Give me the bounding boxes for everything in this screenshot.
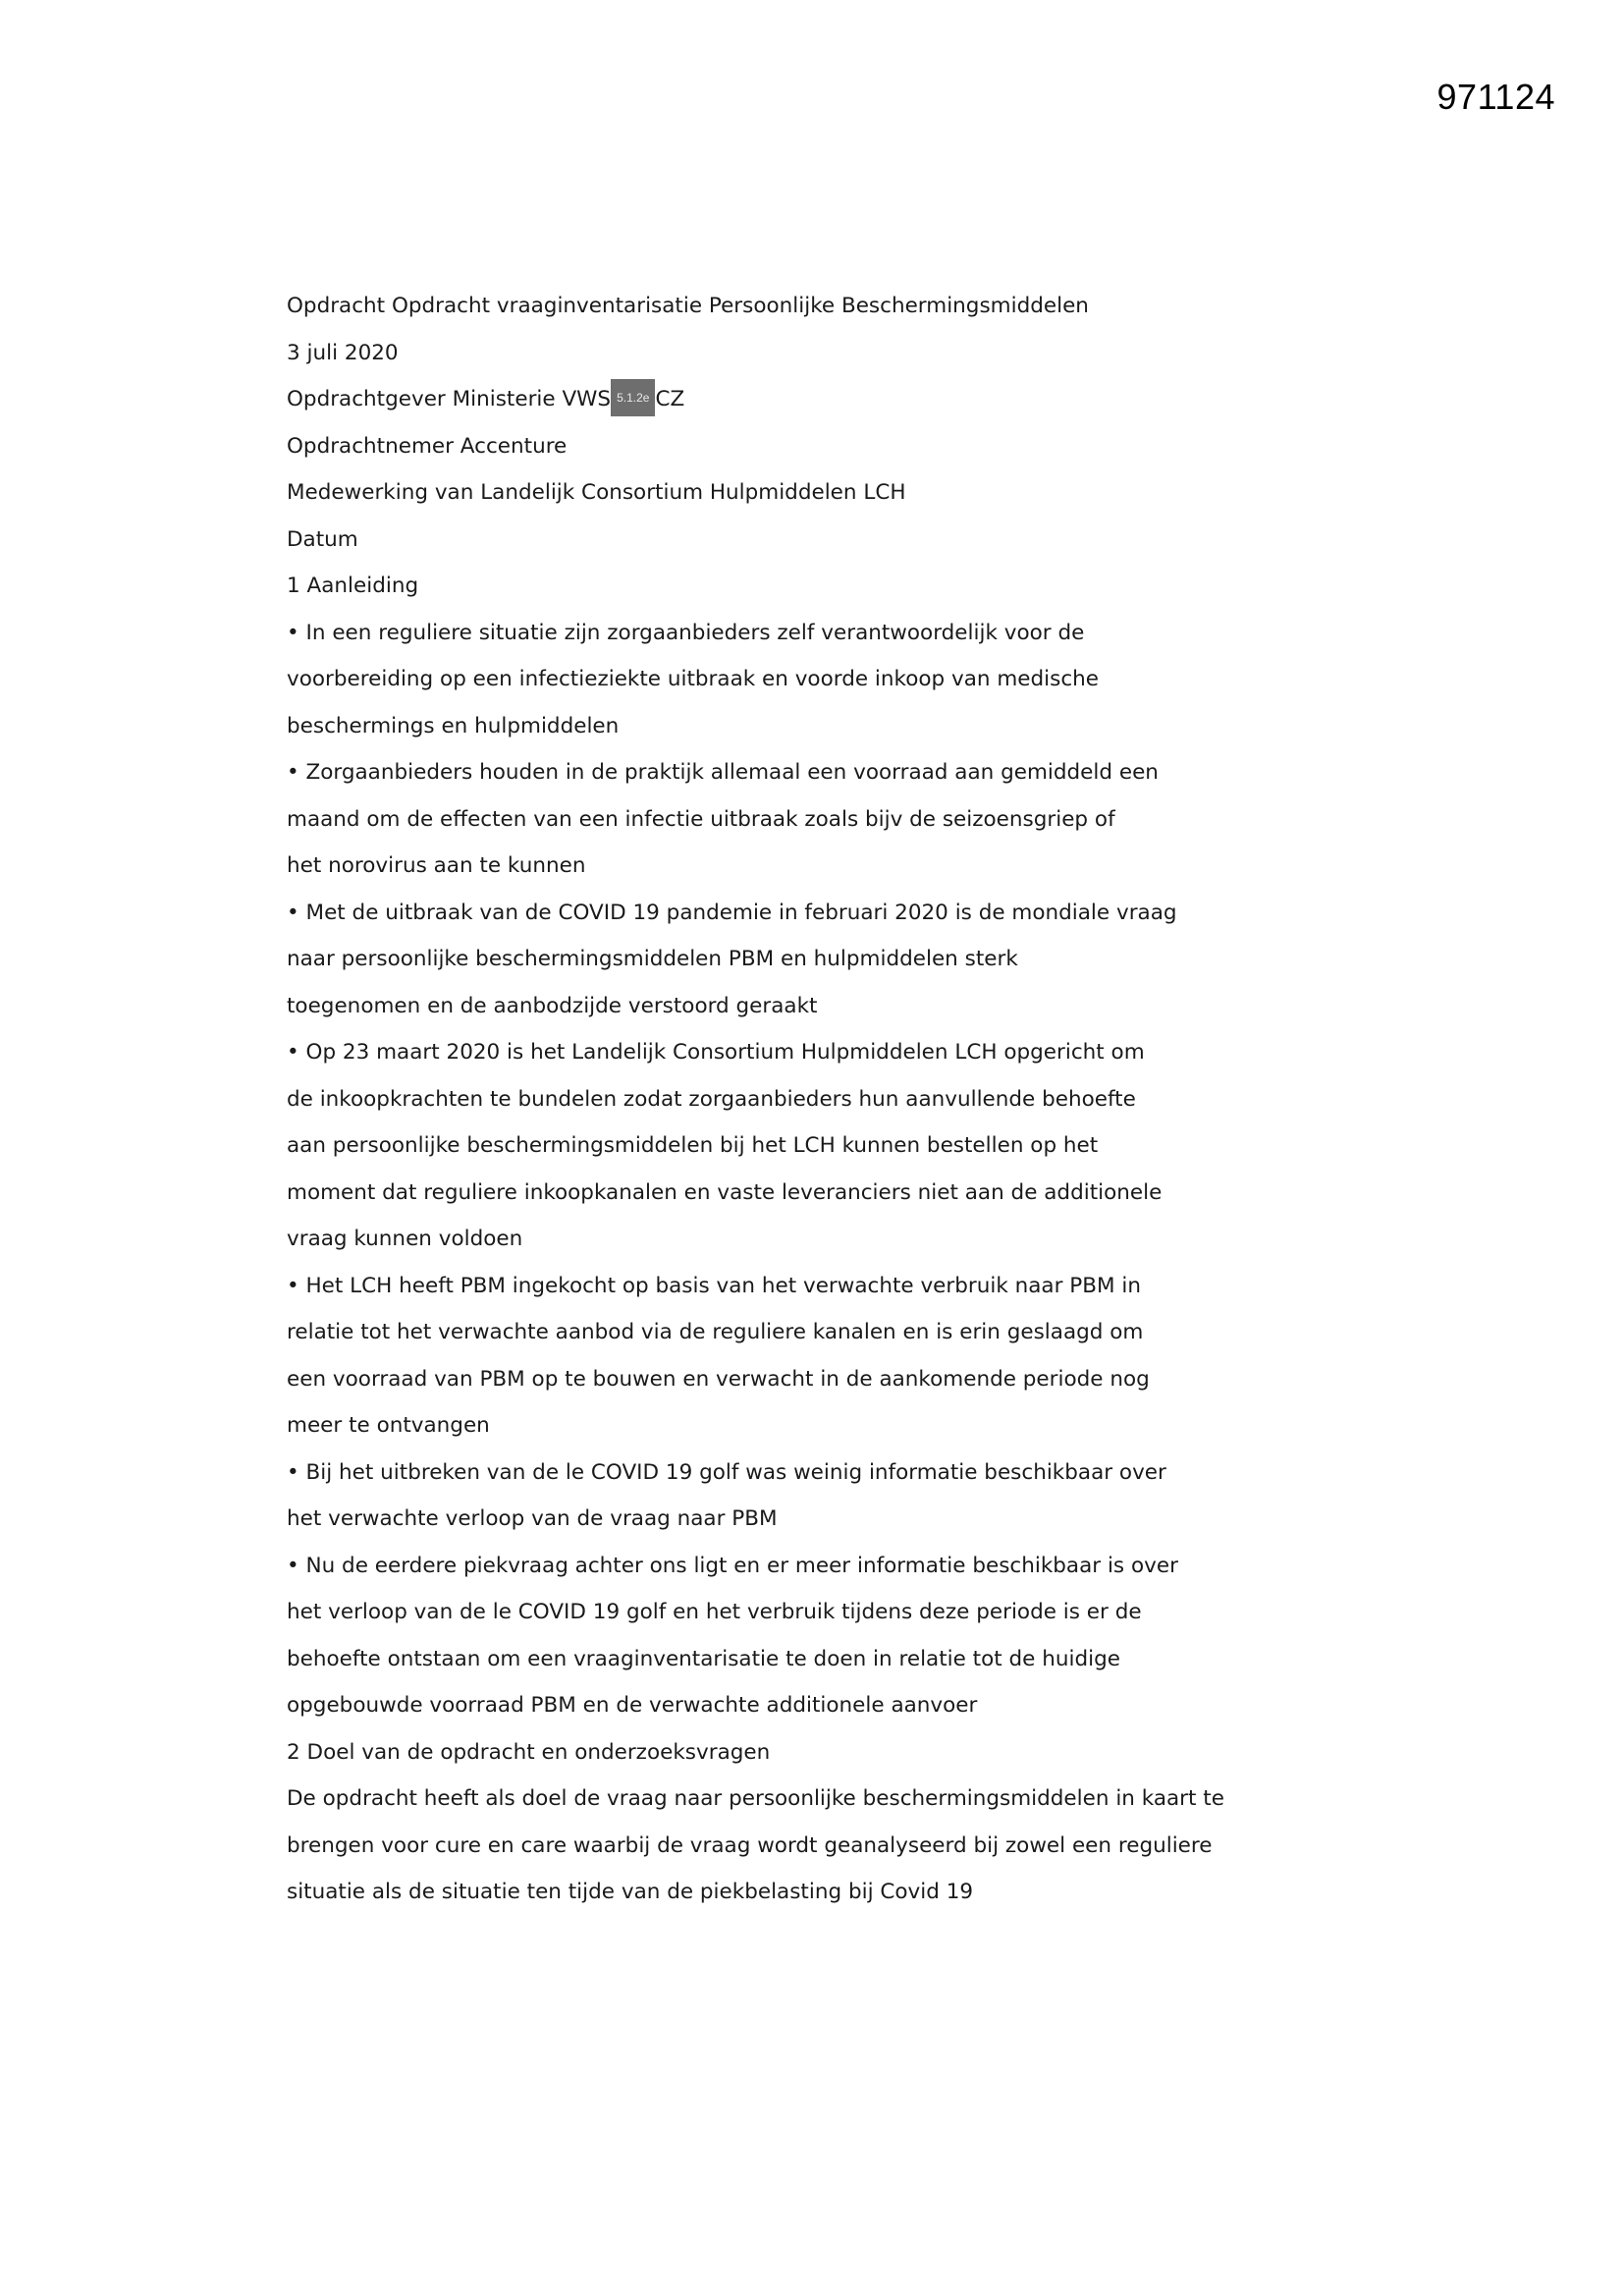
text-line: 2 Doel van de opdracht en onderzoeksvragen bbox=[287, 1739, 771, 1765]
text-line: • Op 23 maart 2020 is het Landelijk Consortium Hulpmiddelen LCH opgericht om bbox=[287, 1040, 1145, 1065]
text-line: situatie als de situatie ten tijde van de piekbelasting bij Covid 19 bbox=[287, 1880, 974, 1904]
text-line: meer te ontvangen bbox=[287, 1413, 490, 1438]
text-line: • Met de uitbraak van de COVID 19 pandemie in februari 2020 is de mondiale vraag bbox=[287, 900, 1177, 925]
text-line: De opdracht heeft als doel de vraag naar persoonlijke beschermingsmiddelen in kaart te bbox=[287, 1786, 1224, 1811]
client-suffix: CZ bbox=[655, 387, 685, 411]
text-line: • Zorgaanbieders houden in de praktijk allemaal een voorraad aan gemiddeld een bbox=[287, 760, 1159, 785]
text-line: 1 Aanleiding bbox=[287, 574, 419, 598]
text-line: behoefte ontstaan om een vraaginventarisatie te doen in relatie tot de huidige bbox=[287, 1646, 1120, 1671]
document-body bbox=[287, 283, 1269, 1916]
document-number: 971124 bbox=[1436, 77, 1555, 117]
document-date: 3 juli 2020 bbox=[287, 340, 399, 365]
redaction-mark: 5.1.2e bbox=[611, 379, 655, 416]
text-line: een voorraad van PBM op te bouwen en verwacht in de aankomende periode nog bbox=[287, 1366, 1150, 1392]
text-line: opgebouwde voorraad PBM en de verwachte additionele aanvoer bbox=[287, 1693, 978, 1718]
text-line: toegenomen en de aanbodzijde verstoord geraakt bbox=[287, 993, 818, 1018]
client-line bbox=[287, 376, 1269, 423]
datum-label: Datum bbox=[287, 526, 358, 552]
text-line: beschermings en hulpmiddelen bbox=[287, 713, 620, 738]
text-line: het norovirus aan te kunnen bbox=[287, 853, 586, 878]
text-line: • Nu de eerdere piekvraag achter ons ligt en er meer informatie beschikbaar is over bbox=[287, 1553, 1178, 1578]
document-title: Opdracht Opdracht vraaginventarisatie Persoonlijke Beschermingsmiddelen bbox=[287, 294, 1089, 318]
text-line: • Het LCH heeft PBM ingekocht op basis van het verwachte verbruik naar PBM in bbox=[287, 1273, 1141, 1298]
cooperation-line: Medewerking van Landelijk Consortium Hulpmiddelen LCH bbox=[287, 480, 906, 505]
contractor-line: Opdrachtnemer Accenture bbox=[287, 433, 568, 459]
text-line: voorbereiding op een infectieziekte uitbraak en voorde inkoop van medische bbox=[287, 667, 1100, 691]
text-line: het verloop van de le COVID 19 golf en het verbruik tijdens deze periode is er de bbox=[287, 1600, 1142, 1624]
text-line: de inkoopkrachten te bundelen zodat zorgaanbieders hun aanvullende behoefte bbox=[287, 1086, 1136, 1112]
text-line: relatie tot het verwachte aanbod via de reguliere kanalen en is erin geslaagd om bbox=[287, 1320, 1144, 1344]
client-prefix: Opdrachtgever Ministerie VWS bbox=[287, 387, 612, 411]
text-line: • Bij het uitbreken van de le COVID 19 golf was weinig informatie beschikbaar over bbox=[287, 1459, 1166, 1485]
text-line: maand om de effecten van een infectie uitbraak zoals bijv de seizoensgriep of bbox=[287, 806, 1115, 832]
text-line: moment dat reguliere inkoopkanalen en vaste leveranciers niet aan de additionele bbox=[287, 1179, 1163, 1205]
text-line: brengen voor cure en care waarbij de vraag wordt geanalyseerd bij zowel een reguliere bbox=[287, 1832, 1213, 1858]
text-line: • In een reguliere situatie zijn zorgaanbieders zelf verantwoordelijk voor de bbox=[287, 620, 1085, 645]
text-line: naar persoonlijke beschermingsmiddelen PBM en hulpmiddelen sterk bbox=[287, 947, 1018, 971]
text-line: vraag kunnen voldoen bbox=[287, 1227, 523, 1251]
text-line: het verwachte verloop van de vraag naar PBM bbox=[287, 1506, 778, 1531]
text-line: aan persoonlijke beschermingsmiddelen bij het LCH kunnen bestellen op het bbox=[287, 1133, 1099, 1158]
